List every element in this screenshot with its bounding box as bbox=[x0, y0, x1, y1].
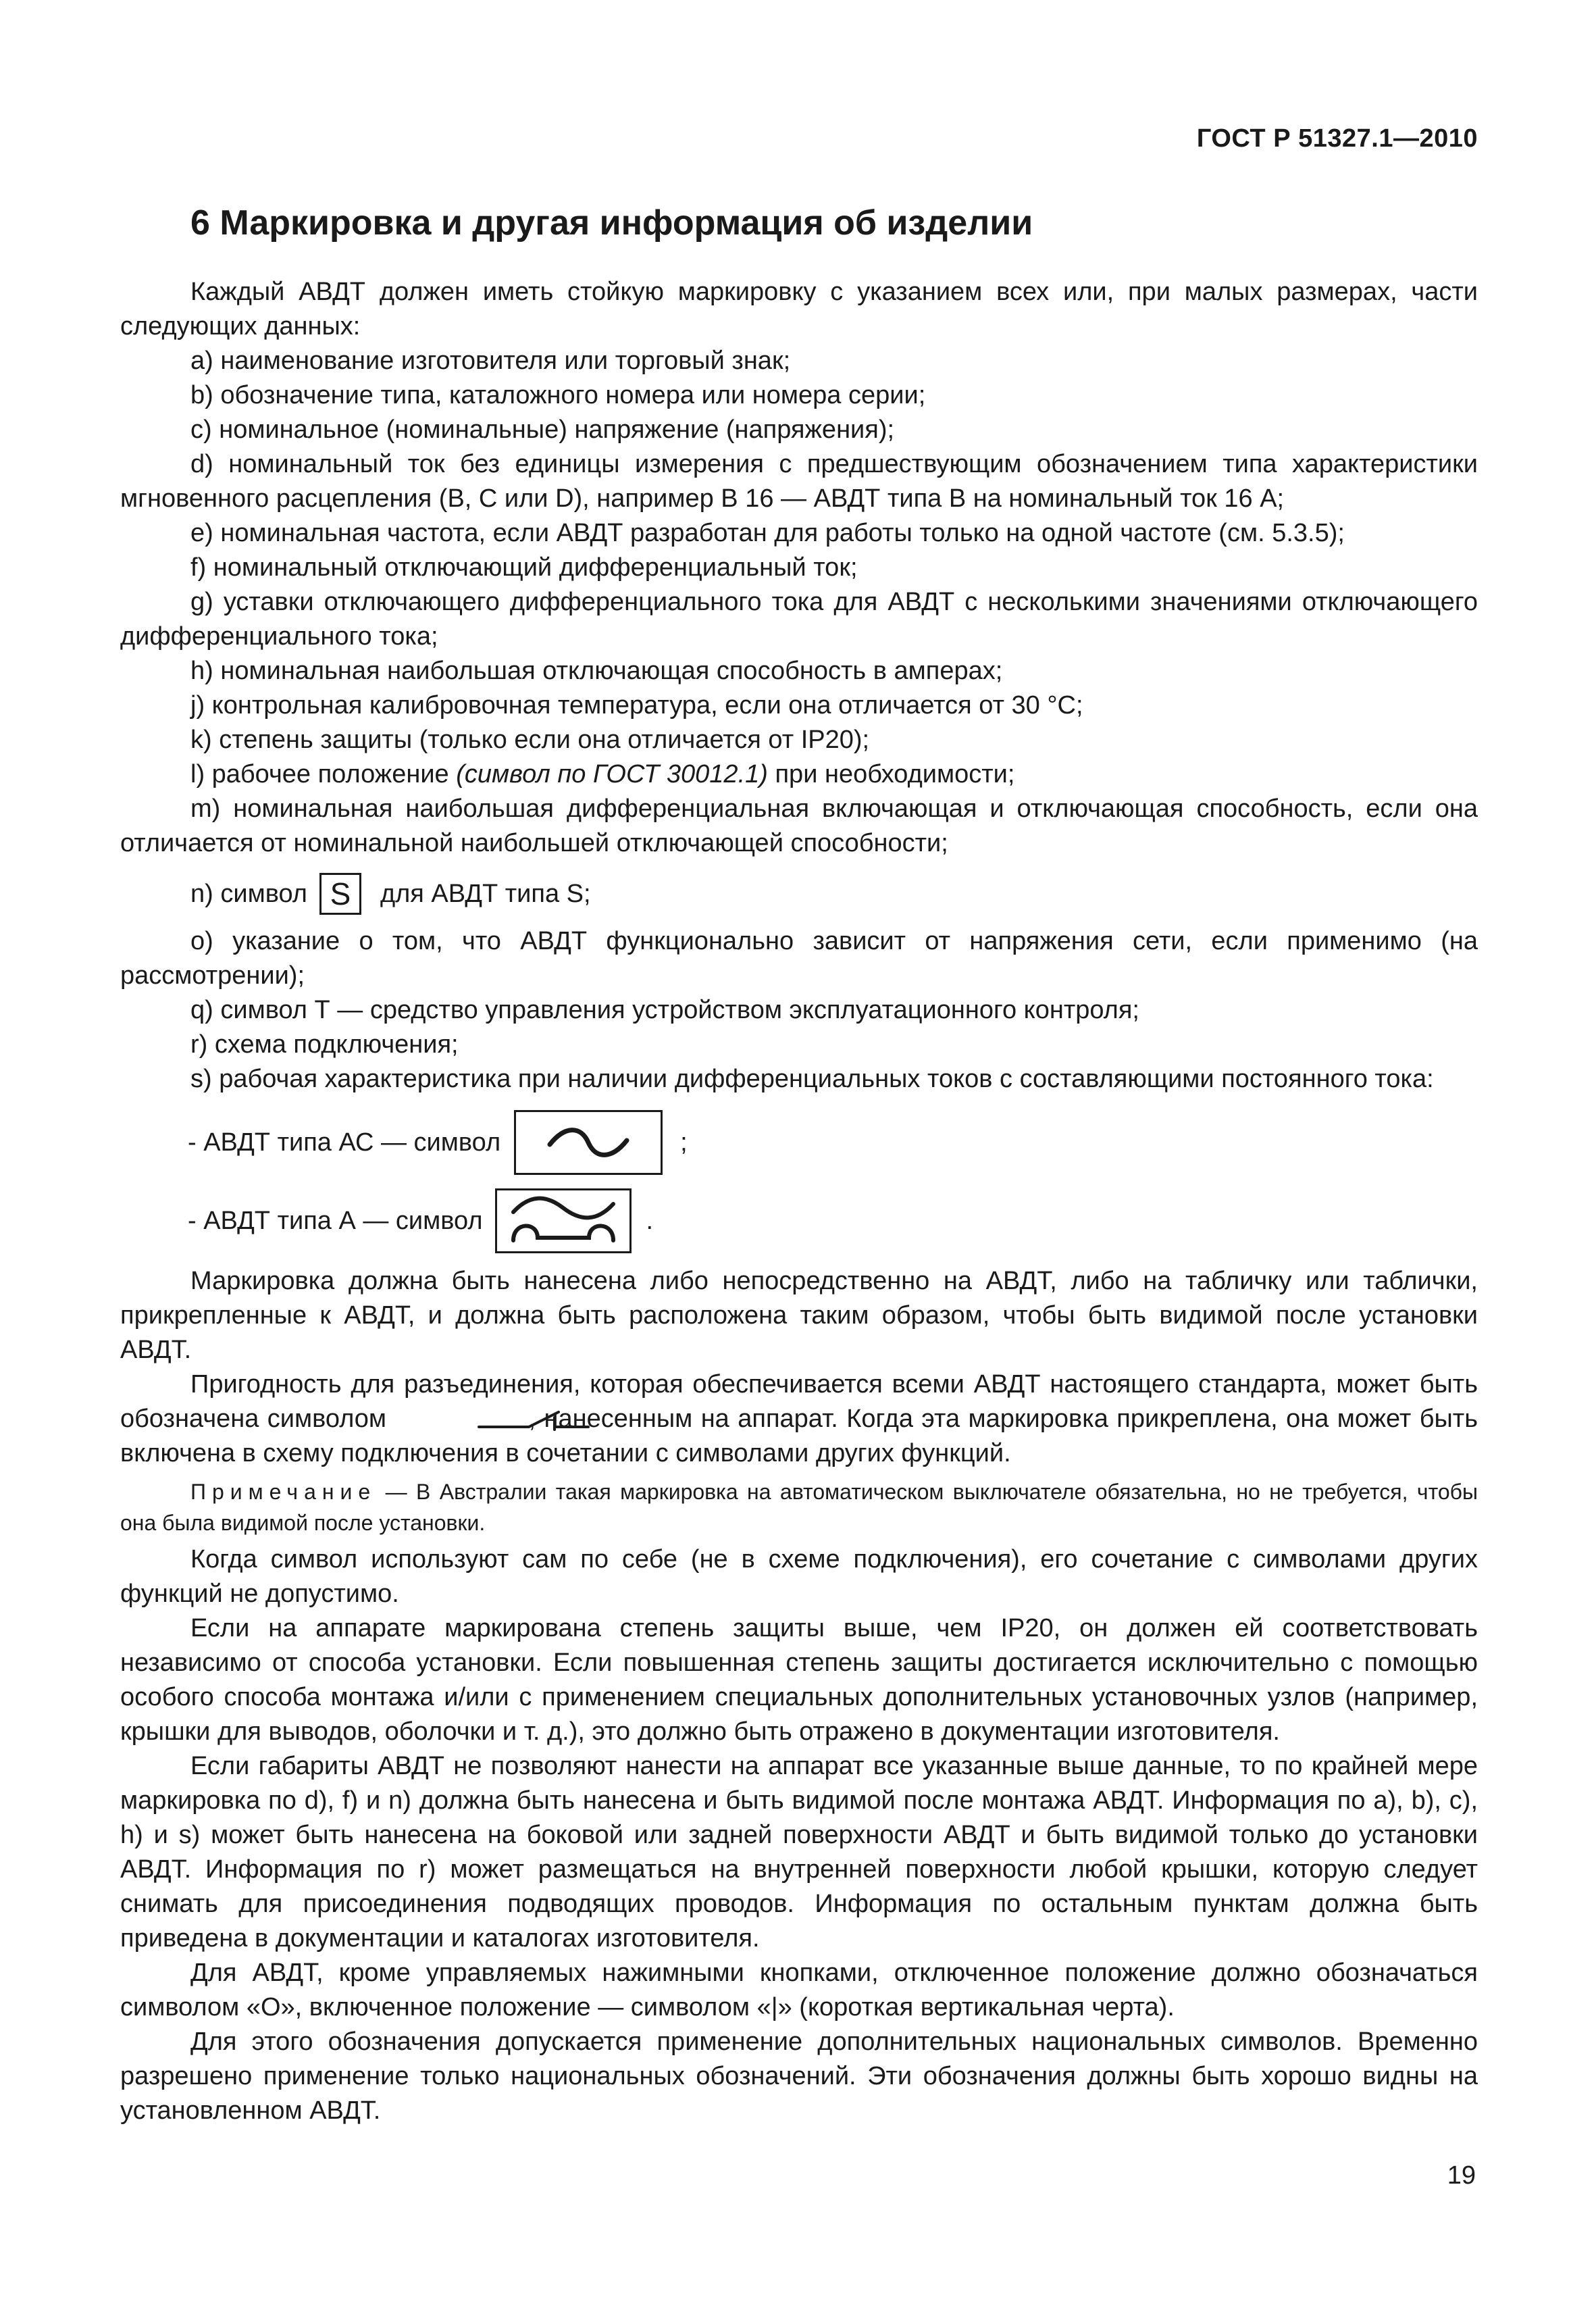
list-item-l bbox=[120, 757, 1478, 792]
a-pulsating-icon bbox=[495, 1188, 632, 1253]
list-item-r: r) схема подключения; bbox=[190, 1030, 459, 1059]
paragraph-1: Маркировка должна быть нанесена либо непосредственно на АВДТ, либо на табличку или таблички, прикрепленные к АВДТ, и должна быть расположена таким образом, чтобы быть видимой после установки АВДТ. bbox=[120, 1267, 1478, 1364]
paragraph-5: Если габариты АВДТ не позволяют нанести на аппарат все указанные выше данные, то по крайней мере маркировка по d), f) и n) должна быть нанесена и быть видимой после монтажа АВДТ. Информация по а), b), с), h) и s) может быть нанесена на боковой или задней поверхности АВДТ и быть видимой только до установки АВДТ. Информация по r) может размещаться на внутренней поверхности любой крышки, которую следует снимать для присоединения подводящих проводов. Информация по остальным пунктам должна быть приведена в документации и каталогах изготовителя. bbox=[120, 1752, 1478, 1953]
list-item-j: j) контрольная калибровочная температура, если она отличается от 30 °С; bbox=[190, 691, 1083, 720]
list-item-o: о) указание о том, что АВДТ функционально зависит от напряжения сети, если применимо (на рассмотрении); bbox=[120, 927, 1478, 990]
section-title: 6 Маркировка и другая информация об изделии bbox=[190, 203, 1033, 243]
paragraph-6: Для АВДТ, кроме управляемых нажимными кнопками, отключенное положение должно обозначаться символом «О», включенное положение — символом «|» (короткая вертикальная черта). bbox=[120, 1959, 1478, 2021]
list-item-h: h) номинальная наибольшая отключающая способность в амперах; bbox=[190, 657, 1003, 685]
symbol-s-icon: S bbox=[319, 873, 361, 915]
list-item-d: d) номинальный ток без единицы измерения с предшествующим обозначением типа характеристики мгновенного расцепления (В, С или D), например В 16 — АВДТ типа В на номинальный ток 16 А; bbox=[120, 450, 1478, 513]
page-number: 19 bbox=[1447, 2161, 1476, 2190]
intro-paragraph: Каждый АВДТ должен иметь стойкую маркировку с указанием всех или, при малых размерах, части следующих данных: bbox=[120, 278, 1478, 341]
list-item-a: а) наименование изготовителя или торговый знак; bbox=[190, 347, 791, 375]
list-item-n bbox=[120, 873, 1478, 915]
list-item-q: q) символ Т — средство управления устройством эксплуатационного контроля; bbox=[190, 996, 1139, 1024]
paragraph-4: Если на аппарате маркирована степень защиты выше, чем IP20, он должен ей соответствовать независимо от способа установки. Если повышенная степень защиты достигается исключительно с помощью особого способа монтажа и/или с применением специальных дополнительных установочных узлов (например, крышки для выводов, оболочки и т. д.), это должно быть отражено в документации изготовителя. bbox=[120, 1614, 1478, 1746]
paragraph-2 bbox=[120, 1367, 1478, 1471]
note-text: — В Австралии такая маркировка на автоматическом выключателе обязательна, но не требуется, чтобы она была видимой после установки. bbox=[120, 1480, 1478, 1535]
symbol-ac-label: - АВДТ типа АС — символ bbox=[188, 1128, 501, 1157]
list-item-l-prefix: l) рабочее положение bbox=[190, 760, 457, 788]
list-item-n-prefix: n) символ bbox=[190, 879, 307, 908]
list-item-c: с) номинальное (номинальные) напряжение (напряжения); bbox=[190, 416, 895, 444]
list-item-e: е) номинальная частота, если АВДТ разработан для работы только на одной частоте (см. 5.3.5); bbox=[190, 519, 1345, 547]
list-item-m: m) номинальная наибольшая дифференциальная включающая и отключающая способность, если она отличается от номинальной наибольшей отключающей способности; bbox=[120, 795, 1478, 857]
list-item-s: s) рабочая характеристика при наличии дифференциальных токов с составляющими постоянного тока: bbox=[190, 1065, 1434, 1093]
list-item-b: b) обозначение типа, каталожного номера или номера серии; bbox=[190, 381, 926, 409]
symbol-a-label: - АВДТ типа А — символ bbox=[188, 1206, 483, 1235]
paragraph-3: Когда символ используют сам по себе (не в схеме подключения), его сочетание с символами других функций не допустимо. bbox=[120, 1545, 1478, 1608]
note bbox=[120, 1476, 1478, 1538]
list-item-l-italic: (символ по ГОСТ 30012.1) bbox=[456, 760, 768, 788]
paragraph-7: Для этого обозначения допускается применение дополнительных национальных символов. Временно разрешено применение только национальных обозначений. Эти обозначения должны быть хорошо видны на установленном АВДТ. bbox=[120, 2028, 1478, 2125]
symbol-ac-end: ; bbox=[680, 1128, 688, 1157]
paragraph-2-start: Пригодность для разъединения, которая обеспечивается всеми АВДТ настоящего стандарта, может быть обозначена символом bbox=[120, 1370, 1478, 1433]
list-item-n-suffix: для АВДТ типа S; bbox=[380, 879, 591, 908]
paragraph-2-end: , нанесенным на аппарат. Когда эта маркировка прикреплена, она может быть включена в схему подключения в сочетании с символами других функций. bbox=[120, 1405, 1478, 1467]
symbol-a-row bbox=[120, 1187, 1478, 1255]
section-body bbox=[120, 275, 1478, 2128]
isolation-symbol-icon bbox=[398, 1407, 526, 1434]
list-item-k: k) степень защиты (только если она отличается от IP20); bbox=[190, 726, 870, 754]
symbol-ac-row bbox=[120, 1109, 1478, 1176]
note-label: Примечание bbox=[190, 1480, 377, 1504]
standard-header: ГОСТ Р 51327.1—2010 bbox=[1196, 124, 1478, 153]
symbol-a-end: . bbox=[646, 1206, 654, 1235]
ac-sine-icon bbox=[514, 1110, 663, 1175]
list-item-f: f) номинальный отключающий дифференциальный ток; bbox=[190, 553, 858, 582]
list-item-l-suffix: при необходимости; bbox=[767, 760, 1015, 788]
list-item-g: g) уставки отключающего дифференциального тока для АВДТ с несколькими значениями отключающего дифференциального тока; bbox=[120, 588, 1478, 651]
